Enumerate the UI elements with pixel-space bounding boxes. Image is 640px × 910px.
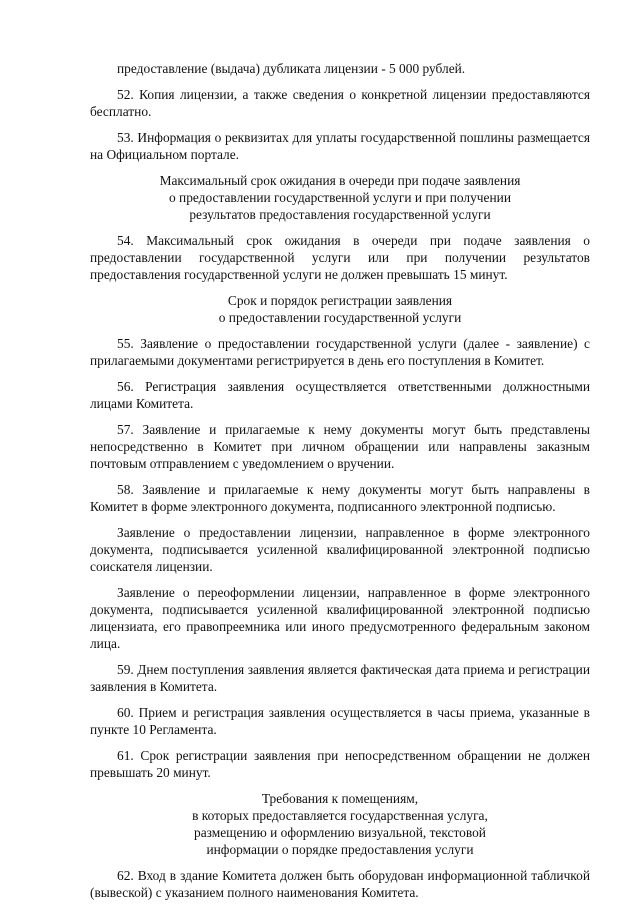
paragraph-55: 55. Заявление о предоставлении государственной услуги (далее - заявление) с прилагаемыми документами регистрируется в день его поступления в Комитет. [90, 336, 590, 368]
paragraph-61: 61. Срок регистрации заявления при непосредственном обращении не должен превышать 20 минут. [90, 748, 590, 780]
paragraph-62: 62. Вход в здание Комитета должен быть оборудован информационной табличкой (вывеской) с указанием полного наименования Комитета. [90, 868, 590, 900]
document-page [90, 60, 590, 910]
heading-line: информации о порядке предоставления услуги [206, 842, 474, 857]
paragraph-58-license-application: Заявление о предоставлении лицензии, направленное в форме электронного документа, подписывается усиленной квалифицированной электронной подписью соискателя лицензии. [90, 525, 590, 574]
paragraph-60: 60. Прием и регистрация заявления осуществляется в часы приема, указанные в пункте 10 Регламента. [90, 705, 590, 737]
heading-line: Максимальный срок ожидания в очереди при подаче заявления [159, 173, 521, 188]
heading-line: о предоставлении государственной услуги [218, 310, 462, 325]
paragraph-52: 52. Копия лицензии, а также сведения о конкретной лицензии предоставляются бесплатно. [90, 87, 590, 119]
heading-line: размещению и оформлению визуальной, текстовой [194, 825, 486, 840]
heading-line: в которых предоставляется государственная услуга, [192, 808, 488, 823]
section-heading-waiting-time [90, 172, 590, 223]
paragraph-fee-duplicate: предоставление (выдача) дубликата лицензии - 5 000 рублей. [117, 61, 466, 76]
section-heading-premises [90, 790, 590, 858]
paragraph-59: 59. Днем поступления заявления является фактическая дата приема и регистрации заявления в Комитета. [90, 662, 590, 694]
paragraph-58-reissue-application: Заявление о переоформлении лицензии, направленное в форме электронного документа, подписывается усиленной квалифицированной электронной подписью лицензиата, его правопреемника или иного предусмотренного федеральным законом лица. [90, 585, 590, 651]
paragraph-53: 53. Информация о реквизитах для уплаты государственной пошлины размещается на Официальном портале. [90, 130, 590, 162]
section-heading-registration [90, 292, 590, 326]
paragraph-58: 58. Заявление и прилагаемые к нему документы могут быть направлены в Комитет в форме электронного документа, подписанного электронной подписью. [90, 482, 590, 514]
paragraph-57: 57. Заявление и прилагаемые к нему документы могут быть представлены непосредственно в Комитет при личном обращении или направлены заказным почтовым отправлением с уведомлением о вручении. [90, 422, 590, 471]
heading-line: о предоставлении государственной услуги и при получении [169, 190, 511, 205]
heading-line: Срок и порядок регистрации заявления [227, 293, 453, 308]
paragraph-56: 56. Регистрация заявления осуществляется ответственными должностными лицами Комитета. [90, 379, 590, 411]
heading-line: Требования к помещениям, [261, 791, 419, 806]
paragraph-54: 54. Максимальный срок ожидания в очереди при подаче заявления о предоставлении государственной услуги или при получении результатов предоставления государственной услуги не должен превышать 15 минут. [90, 233, 590, 282]
heading-line: результатов предоставления государственной услуги [189, 207, 491, 222]
